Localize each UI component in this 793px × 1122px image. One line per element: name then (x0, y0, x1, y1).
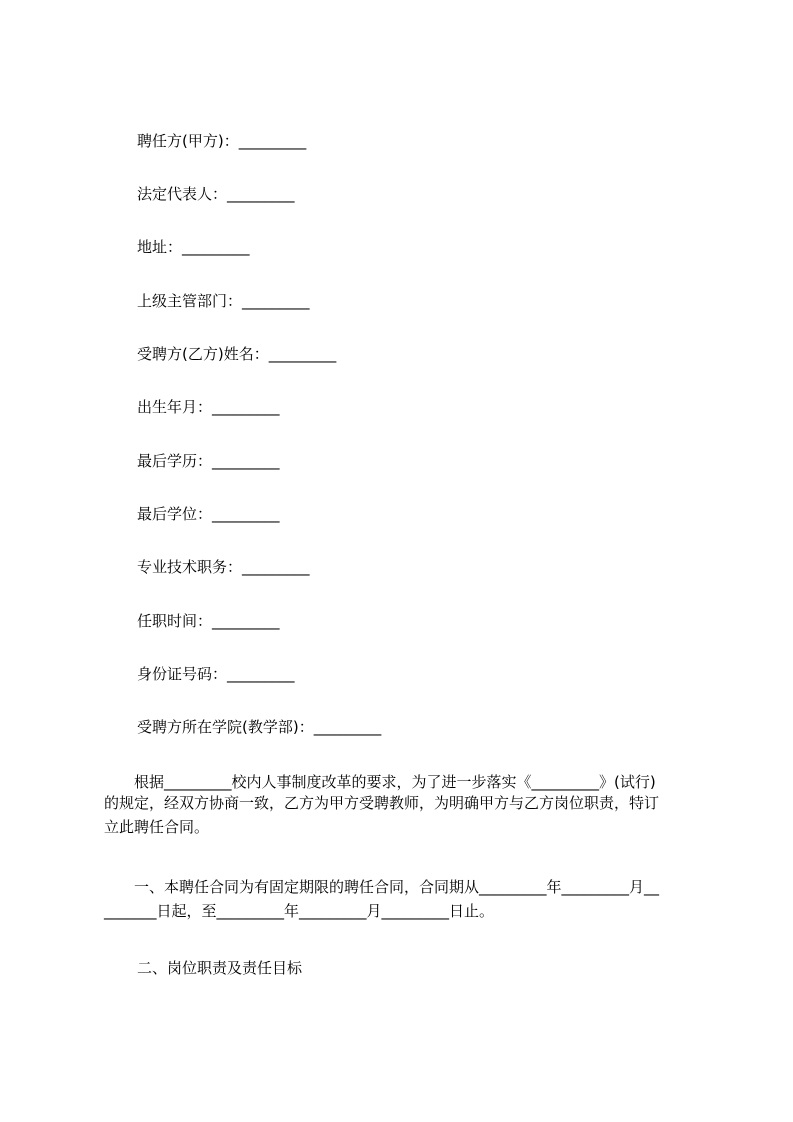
employer-field: 聘任方(甲方)：_________ (137, 132, 307, 150)
supervising-department-field: 上级主管部门：_________ (137, 292, 310, 310)
preamble-line: 的规定，经双方协商一致，乙方为甲方受聘教师，为明确甲方与乙方岗位职责，特订 (104, 794, 660, 812)
clause-1-paragraph (104, 872, 704, 923)
clause-line: _______日起，至_________年_________月_________日止。 (104, 902, 495, 920)
degree-field: 最后学位：_________ (137, 505, 280, 523)
preamble-paragraph (104, 767, 704, 839)
professional-title-field: 专业技术职务：_________ (137, 558, 310, 576)
employee-name-field: 受聘方(乙方)姓名：_________ (137, 345, 337, 363)
address-field: 地址：_________ (137, 238, 250, 256)
preamble-line: 根据_________校内人事制度改革的要求，为了进一步落实《_________》(试行) (104, 773, 656, 791)
preamble-line: 立此聘任合同。 (104, 818, 210, 836)
appointment-date-field: 任职时间：_________ (137, 612, 280, 630)
legal-representative-field: 法定代表人：_________ (137, 185, 295, 203)
birth-date-field: 出生年月：_________ (137, 398, 280, 416)
clause-line: 一、本聘任合同为有固定期限的聘任合同，合同期从_________年_________月__ (104, 878, 660, 896)
clause-2-heading: 二、岗位职责及责任目标 (137, 959, 303, 977)
education-field: 最后学历：_________ (137, 452, 280, 470)
college-field: 受聘方所在学院(教学部)：_________ (137, 718, 382, 736)
id-number-field: 身份证号码：_________ (137, 665, 295, 683)
